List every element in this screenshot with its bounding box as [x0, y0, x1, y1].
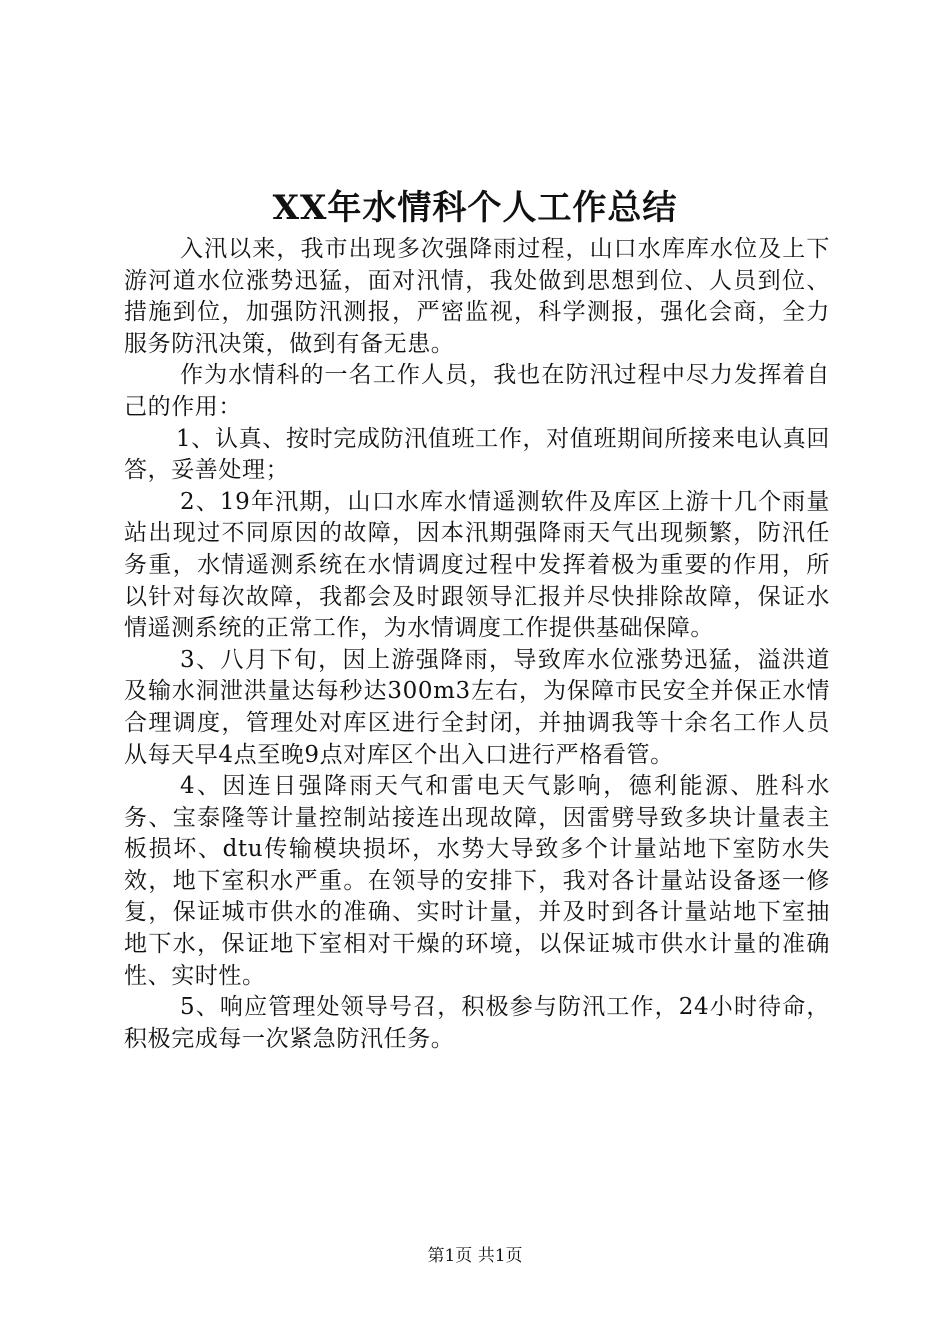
- paragraph-role: 作为水情科的一名工作人员，我也在防汛过程中尽力发挥着自己的作用：: [124, 362, 830, 420]
- paragraph-item-5: 5、响应管理处领导号召，积极参与防汛工作，24小时待命，积极完成每一次紧急防汛任务。: [124, 994, 830, 1052]
- paragraph-item-4: 4、因连日强降雨天气和雷电天气影响，德利能源、胜科水务、宝泰隆等计量控制站接连出现故障，因雷劈导致多块计量表主板损坏、dtu传输模块损坏，水势大导致多个计量站地下室防水失效，地下室积水严重。在领导的安排下，我对各计量站设备逐一修复，保证城市供水的准确、实时计量，并及时到各计量站地下室抽地下水，保证地下室相对干燥的环境，以保证城市供水计量的准确性、实时性。: [124, 773, 830, 989]
- document-title: XX年水情科个人工作总结: [272, 188, 678, 228]
- paragraph-intro: 入汛以来，我市出现多次强降雨过程，山口水库库水位及上下游河道水位涨势迅猛，面对汛情，我处做到思想到位、人员到位、措施到位，加强防汛测报，严密监视，科学测报，强化会商，全力服务防汛决策，做到有备无患。: [124, 236, 830, 357]
- page-number: 第1页: [427, 1246, 473, 1266]
- paragraph-item-3: 3、八月下旬，因上游强降雨，导致库水位涨势迅猛，溢洪道及输水洞泄洪量达每秒达300m3左右，为保障市民安全并保正水情合理调度，管理处对库区进行全封闭，并抽调我等十余名工作人员从每天早4点至晚9点对库区个出入口进行严格看管。: [124, 646, 830, 768]
- document-body: [124, 234, 830, 1055]
- page-footer: [0, 1244, 950, 1268]
- paragraph-item-1: 1、认真、按时完成防汛值班工作，对值班期间所接来电认真回答，妥善处理；: [124, 425, 830, 484]
- page-total: 共1页: [477, 1246, 523, 1266]
- paragraph-item-2: 2、19年汛期，山口水库水情遥测软件及库区上游十几个雨量站出现过不同原因的故障，因本汛期强降雨天气出现频繁，防汛任务重，水情遥测系统在水情调度过程中发挥着极为重要的作用，所以针对每次故障，我都会及时跟领导汇报并尽快排除故障，保证水情遥测系统的正常工作，为水情调度工作提供基础保障。: [124, 488, 830, 642]
